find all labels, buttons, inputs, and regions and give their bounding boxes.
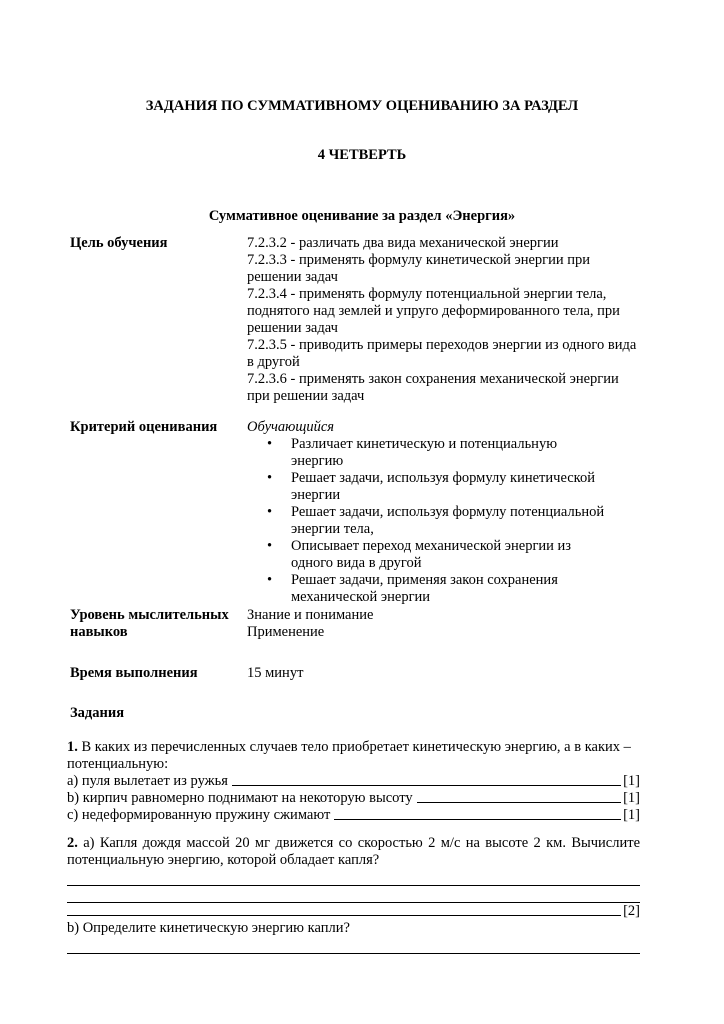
answer-line[interactable]	[334, 818, 621, 820]
answer-line[interactable]	[67, 886, 640, 903]
goal-label: Цель обучения	[70, 235, 168, 251]
task-2	[67, 835, 640, 954]
document-title: ЗАДАНИЯ ПО СУММАТИВНОМУ ОЦЕНИВАНИЮ ЗА РАЗДЕЛ	[145, 98, 579, 114]
criteria-item: • Описывает переход механической энергии из одного вида в другой	[267, 538, 572, 571]
criteria-label: Критерий оценивания	[70, 419, 218, 435]
criteria-block	[247, 419, 642, 606]
score-label: [1]	[623, 790, 640, 806]
answer-line[interactable]	[67, 869, 640, 886]
criteria-item: • Решает задачи, используя формулу кинетической энергии	[267, 470, 595, 503]
goal-item: 7.2.3.6 - применять закон сохранения механической энергии при решении задач	[247, 371, 619, 404]
goal-list	[247, 235, 642, 405]
goal-item: 7.2.3.3 - применять формулу кинетической энергии при решении задач	[247, 252, 591, 285]
task-1-item: b) кирпич равномерно поднимают на некоторую высоту [1]	[67, 790, 640, 806]
bullet-icon: •	[267, 572, 273, 588]
task-1	[67, 739, 640, 824]
time-value: 15 минут	[247, 665, 304, 681]
criteria-item: • Решает задачи, применяя закон сохранения механической энергии	[267, 572, 558, 605]
bullet-icon: •	[267, 436, 273, 452]
thinking-label: Уровень мыслительных навыков	[70, 607, 229, 640]
goal-item: 7.2.3.4 - применять формулу потенциальной энергии тела, поднятого над землей и упруго деформированного тела, при решении задач	[247, 286, 620, 336]
tasks-heading: Задания	[70, 705, 125, 721]
task-1-item: a) пуля вылетает из ружья [1]	[67, 773, 640, 789]
task-1-number: 1.	[67, 739, 78, 755]
thinking-item: Знание и понимание	[247, 607, 374, 623]
time-label: Время выполнения	[70, 665, 198, 681]
goal-item: 7.2.3.5 - приводить примеры переходов энергии из одного вида в другой	[247, 337, 637, 370]
task-2-question: 2. a) Капля дождя массой 20 мг движется со скоростью 2 м/с на высоте 2 км. Вычислите потенциальную энергию, которой обладает капля?	[67, 835, 641, 868]
quarter-heading: 4 ЧЕТВЕРТЬ	[317, 147, 407, 163]
bullet-icon: •	[267, 504, 273, 520]
answer-line[interactable]	[232, 784, 621, 786]
answer-line[interactable]	[67, 937, 640, 954]
criteria-list	[247, 436, 607, 606]
answer-line-with-score	[67, 903, 640, 920]
answer-line[interactable]	[417, 801, 621, 803]
criteria-item: • Решает задачи, используя формулу потенциальной энергии тела,	[267, 504, 605, 537]
section-title: Суммативное оценивание за раздел «Энергия»	[208, 208, 516, 224]
bullet-icon: •	[267, 470, 273, 486]
task-1-question: 1. В каких из перечисленных случаев тело приобретает кинетическую энергию, а в каких – потенциальную:	[67, 739, 631, 772]
bullet-icon: •	[267, 538, 273, 554]
criteria-intro: Обучающийся	[247, 419, 335, 435]
answer-line[interactable]	[67, 914, 621, 916]
task-2-number: 2.	[67, 835, 78, 851]
score-label: [2]	[623, 903, 640, 919]
score-label: [1]	[623, 773, 640, 789]
task-2-part-b: b) Определите кинетическую энергию капли?	[67, 920, 350, 936]
thinking-list	[247, 607, 642, 641]
thinking-item: Применение	[247, 624, 325, 640]
criteria-item: • Различает кинетическую и потенциальную энергию	[267, 436, 558, 469]
task-1-item: c) недеформированную пружину сжимают [1]	[67, 807, 640, 823]
score-label: [1]	[623, 807, 640, 823]
goal-item: 7.2.3.2 - различать два вида механической энергии	[247, 235, 559, 251]
